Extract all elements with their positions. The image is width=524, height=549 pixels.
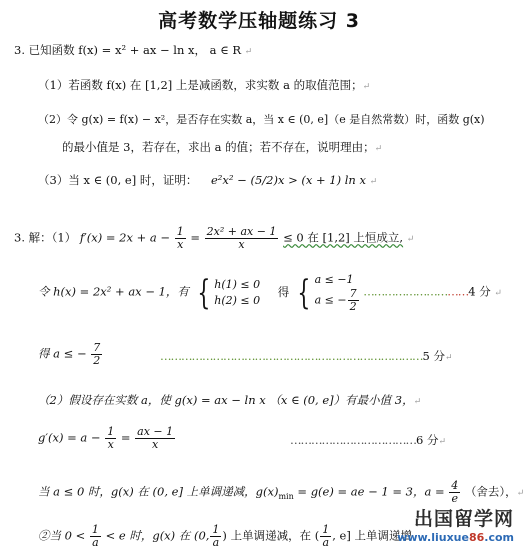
solution-line-4: （2）假设存在实数 a，使 g(x) = ax − ln x （x ∈ (0, e]）有最小值 3，↵	[38, 393, 422, 407]
solution-line-1: 3. 解：（1） f′(x) = 2x + a − $\frac{1}{x}$ = $\frac{\text{2x² + ax − 1}}{x}$ ≤ 0 在 [1,2] 上恒成立, ↵	[14, 225, 415, 251]
solution-line-6: 当 a ≤ 0 时，g(x) 在 (0, e] 上单调递减，$g(x)_{min} = g(e)$ = ae − 1 = 3，a = $\frac{4}{e}$ （舍去），↵	[38, 479, 524, 505]
page-title: 高考数学压轴题练习 3	[158, 10, 360, 32]
score-5-line: …………………………………………………………………5 分↵	[160, 349, 453, 363]
problem-number: 3.	[14, 43, 25, 57]
score-4: 4 分	[468, 284, 491, 299]
solution-line-2: 令 h(x) = 2x² + ax − 1，有 { h(1) ≤ 0 h(2) ≤ 0 得 { a ≤ −1 a ≤ − $\frac{7}{2}$ …………………………4 分 ↵	[38, 272, 502, 313]
watermark-logo	[397, 504, 514, 544]
solution-line-3: 得 a ≤ − $\frac{7}{2}$	[38, 341, 101, 367]
problem-statement: 3. 已知函数 f(x) = x² + ax − ln x， a ∈ R ↵	[14, 43, 253, 57]
solution-line-5: g′(x) = a − $\frac{1}{x}$ = $\frac{ax - 1}{x}$	[38, 425, 174, 451]
fraction: $\frac{1}{x}$	[176, 225, 184, 251]
part-2-line2: 的最小值是 3，若存在，求出 a 的值；若不存在，说明理由；↵	[62, 140, 383, 154]
score-6-line: ………………………………6 分↵	[290, 433, 447, 447]
fraction: $\frac{\text{2x² + ax − 1}}{x}$	[206, 225, 277, 251]
watermark-url: www.liuxue86.com	[397, 531, 514, 544]
inequality-system-a: a ≤ −1 a ≤ − $\frac{7}{2}$	[314, 273, 357, 313]
part-2-line1: （2）令 g(x) = f(x) − x²，是否存在实数 a，当 x ∈ (0, e]（e 是自然常数）时，函数 g(x)	[38, 113, 485, 126]
part-3: （3）当 x ∈ (0, e] 时，证明： e²x² − (5/2)x > (x + 1) ln x ↵	[38, 173, 378, 187]
solution-line-7: ②当 0 < $\frac{1}{a}$ < e 时，g(x) 在 (0, $\frac{1}{a}$ ) 上单调递减，在 ( $\frac{1}{a}$ , e] 上单调递增	[38, 523, 412, 549]
part-1: （1）若函数 f(x) 在 [1,2] 上是减函数，求实数 a 的取值范围；↵	[38, 78, 371, 92]
statement-text: 已知函数 f(x) = x² + ax − ln x， a ∈ R	[28, 43, 242, 57]
inequality-system-h: h(1) ≤ 0 h(2) ≤ 0	[214, 277, 261, 307]
watermark-cn: 出国留学网	[413, 508, 514, 530]
part-3-formula: e²x² − (5/2)x > (x + 1) ln x	[211, 173, 366, 187]
